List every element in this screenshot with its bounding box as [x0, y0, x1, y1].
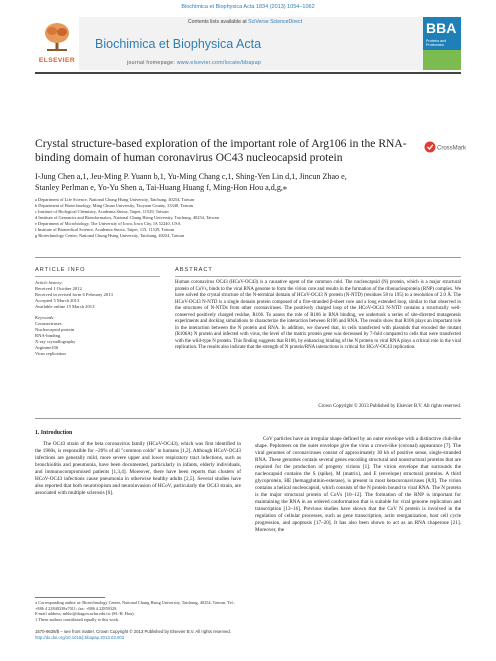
journal-citation-line[interactable]: Biochimica et Biophysica Acta 1834 (2013) 1054–1062	[181, 4, 315, 10]
footnotes	[35, 600, 241, 622]
keyword: RNA-binding	[35, 333, 61, 338]
abstract-heading: ABSTRACT	[175, 267, 213, 273]
body-paragraph: CoV particles have an irregular shape defined by an outer envelope with a distinctive club-like shape. Peplomers on the outer envelope give the virus a crown-like (coronal) appearance [7]. The viral genomes of coronaviruses consist of approximately 30 kb of positive sense, single-stranded RNA. These genomes contain several genes encoding structural and nonstructural proteins that are required for the production of progeny virions [1]. The virion envelope that surrounds the nucleocapsid contains the S (spike), M (matrix), and E (envelope) structural proteins. A third glycoprotein, HE (hemagglutinin-esterase), is present in most betacoronaviruses [8,9]. The virion contains a helical nucleocapsid, which consists of the N protein bound to viral RNA. The N protein is the major structural protein of CoVs [10–12]. The formation of the RNP is important for maintaining the RNA in an ordered conformation that is suitable for viral genome replication and transcription [13–16]. Previous studies have shown that the CoV N protein is involved in the regulation of cellular processes, such as gene transcription, actin reorganization, host cell cycle progression, and apoptosis [17–20]. It has also been shown to act as an RNA chaperone [21]. Moreover, the	[255, 436, 461, 533]
author-list	[35, 171, 461, 193]
cover-subtitle: Proteins and Proteomics	[426, 39, 447, 47]
footnote-equal-contribution: 1 These authors contributed equally to this work.	[35, 616, 120, 622]
keyword: Arginine106	[35, 345, 59, 350]
history-item: Accepted 5 March 2013	[35, 298, 80, 303]
affiliation: f Institute of Biomedical Science, Academia Sinica, Taipei, 115, 11529, Taiwan	[35, 227, 175, 232]
journal-homepage-prefix: journal homepage:	[127, 60, 177, 66]
crossmark-label: CrossMark	[437, 145, 467, 152]
affiliation: b Department of Biotechnology, Ming Chuan University, Taoyuan County, 33348, Taiwan	[35, 203, 194, 208]
article-title: Crystal structure-based exploration of the important role of Arg106 in the RNA-binding domain of human coronavirus OC43 nucleocapsid protein	[35, 137, 407, 164]
article-info-rule	[35, 276, 160, 277]
footnote-corresponding: ⁎ Corresponding author at: Biotechnology Center, National Chung Hsing University, Taichung, 40254, Taiwan. Tel.: +886 4 22840338x7011; fax: +886 4 22859329.	[35, 600, 235, 611]
article-info-block	[35, 280, 160, 357]
section-divider	[35, 257, 461, 258]
history-item: Available online 15 March 2013	[35, 304, 95, 309]
body-right-column	[255, 436, 461, 534]
footnote-rule	[35, 597, 105, 598]
issn-doi-block	[35, 629, 335, 640]
introduction-heading: 1. Introduction	[35, 430, 73, 436]
body-paragraph: The OC43 strain of the beta coronavirus family (HCoV-OC43), which was first identified in the 1960s, is responsible for ~20% of all "common colds" in humans [1,2]. Although HCoV-OC43 infections are generally mild, more severe upper and lower respiratory tract infections, such as bronchiolitis and pneumonia, have been documented, particularly in infants, elderly individuals, and immunocompromised patients [1,3,4]. Moreover, there have been reports that clusters of HCoV-OC43 infections cause pneumonia in otherwise healthy adults [2,5]. Several studies have also reported that both neurotropism and neuroinvasion of HCoV, particularly the OC43 strain, are associated with multiple sclerosis [6].	[35, 441, 241, 496]
elsevier-tree-icon	[43, 22, 71, 52]
affiliation: c Institute of Biological Chemistry, Academia Sinica, Taipei, 11529, Taiwan	[35, 209, 169, 214]
article-info-heading: ARTICLE INFO	[35, 267, 86, 273]
journal-cover-thumbnail[interactable]	[423, 17, 461, 70]
cover-title: BBA	[426, 20, 457, 36]
journal-title[interactable]: Biochimica et Biophysica Acta	[95, 37, 262, 51]
body-left-column	[35, 441, 241, 497]
contents-prefix: Contents lists available at	[187, 19, 249, 25]
keyword: Virus replication	[35, 351, 66, 356]
abstract-rule	[175, 276, 461, 277]
journal-masthead	[35, 17, 455, 70]
history-label: Article history:	[35, 280, 63, 285]
keywords-label: Keywords:	[35, 315, 55, 320]
footnote-email[interactable]: E-mail address: mhho@dragon.nchu.edu.tw (M.-H. Hou).	[35, 611, 135, 617]
masthead-divider	[35, 72, 461, 74]
journal-homepage-link[interactable]: www.elsevier.com/locate/bbapap	[176, 60, 262, 66]
affiliation: a Department of Life Science, National Chung Hsing University, Taichung, 40254, Taiwan	[35, 197, 195, 202]
authors-line-2: Stanley Perlman e, Yo-Yu Shen a, Tai-Huang Huang f, Ming-Hon Hou a,d,g,⁎	[35, 183, 287, 192]
abstract-text: Human coronavirus OC43 (HCoV-OC43) is a causative agent of the common cold. The nucleocapsid (N) protein, which is a major structural protein of CoVs, binds to the viral RNA genome to form the virion core and results in the formation of the ribonucleoprotein (RNP) complex. We have solved the crystal structure of the N-terminal domain of HCoV-OC43 N protein (N-NTD) (residues 58 to 195) to a resolution of 2.0 Å. The HCoV-OC43 N-NTD is a single domain protein composed of a five-stranded β-sheet core and a long extended loop, similar to that observed in the structures of N-NTDs from other coronaviruses. The positively charged loop of the HCoV-OC43 N-NTD contains a structurally well-conserved positively charged residue, R106. To assess the role of R106 in RNA binding, we undertook a series of site-directed mutagenesis experiments and docking simulations to characterize the interaction between R106 and RNA. The results show that R106 plays an important role in the interaction between the N protein and RNA. In addition, we showed that, in cells transfected with plasmids that encoded the mutant (R106A) N protein and infected with virus, the level of the matrix protein gene was decreased by 7-fold compared to cells that were transfected with the wild-type N protein. This finding suggests that R106, by enhancing binding of the N protein to viral RNA plays a critical role in the viral replication. The results also indicate that the strength of N protein/RNA interactions is critical for HCoV-OC43 replication.	[175, 280, 461, 350]
abstract-copyright: Crown Copyright © 2013 Published by Elsevier B.V. All rights reserved.	[318, 404, 461, 409]
elsevier-wordmark: ELSEVIER	[38, 57, 76, 64]
affiliation: e Department of Microbiology, The University of Iowa, Iowa City, IA 52240, USA	[35, 221, 181, 226]
crossmark-icon[interactable]	[424, 139, 467, 155]
elsevier-logo[interactable]	[35, 17, 79, 70]
contents-available-line	[35, 19, 455, 25]
doi-link[interactable]: http://dx.doi.org/10.1016/j.bbapap.2013.03.003	[35, 634, 125, 640]
affiliations	[35, 197, 461, 239]
history-item: Received in revised form 6 February 2013	[35, 292, 113, 297]
cover-band	[423, 50, 461, 70]
history-item: Received 1 October 2012	[35, 286, 82, 291]
affiliation: d Institute of Genomics and Bioinformatics, National Chung Hsing University, Taichung, 40254, Taiwan	[35, 215, 219, 220]
keyword: Nucleocapsid protein	[35, 327, 75, 332]
authors-line-1: I-Jung Chen a,1, Jeu-Ming P. Yuann b,1, Yu-Ming Chang c,1, Shing-Yen Lin d,1, Jincun Zhao e,	[35, 172, 347, 181]
keyword: X-ray crystallography	[35, 339, 76, 344]
abstract-end-divider	[35, 418, 461, 419]
affiliation: g Biotechnology Center, National Chung Hsing University, Taichung, 40254, Taiwan	[35, 233, 185, 238]
issn-line: 1570-9639/$ – see front matter. Crown Copyright © 2013 Published by Elsevier B.V. All rights reserved.	[35, 629, 231, 634]
keyword: Coronaviruses	[35, 321, 62, 326]
journal-homepage	[127, 60, 261, 66]
sciencedirect-link[interactable]: SciVerse ScienceDirect	[248, 19, 303, 25]
